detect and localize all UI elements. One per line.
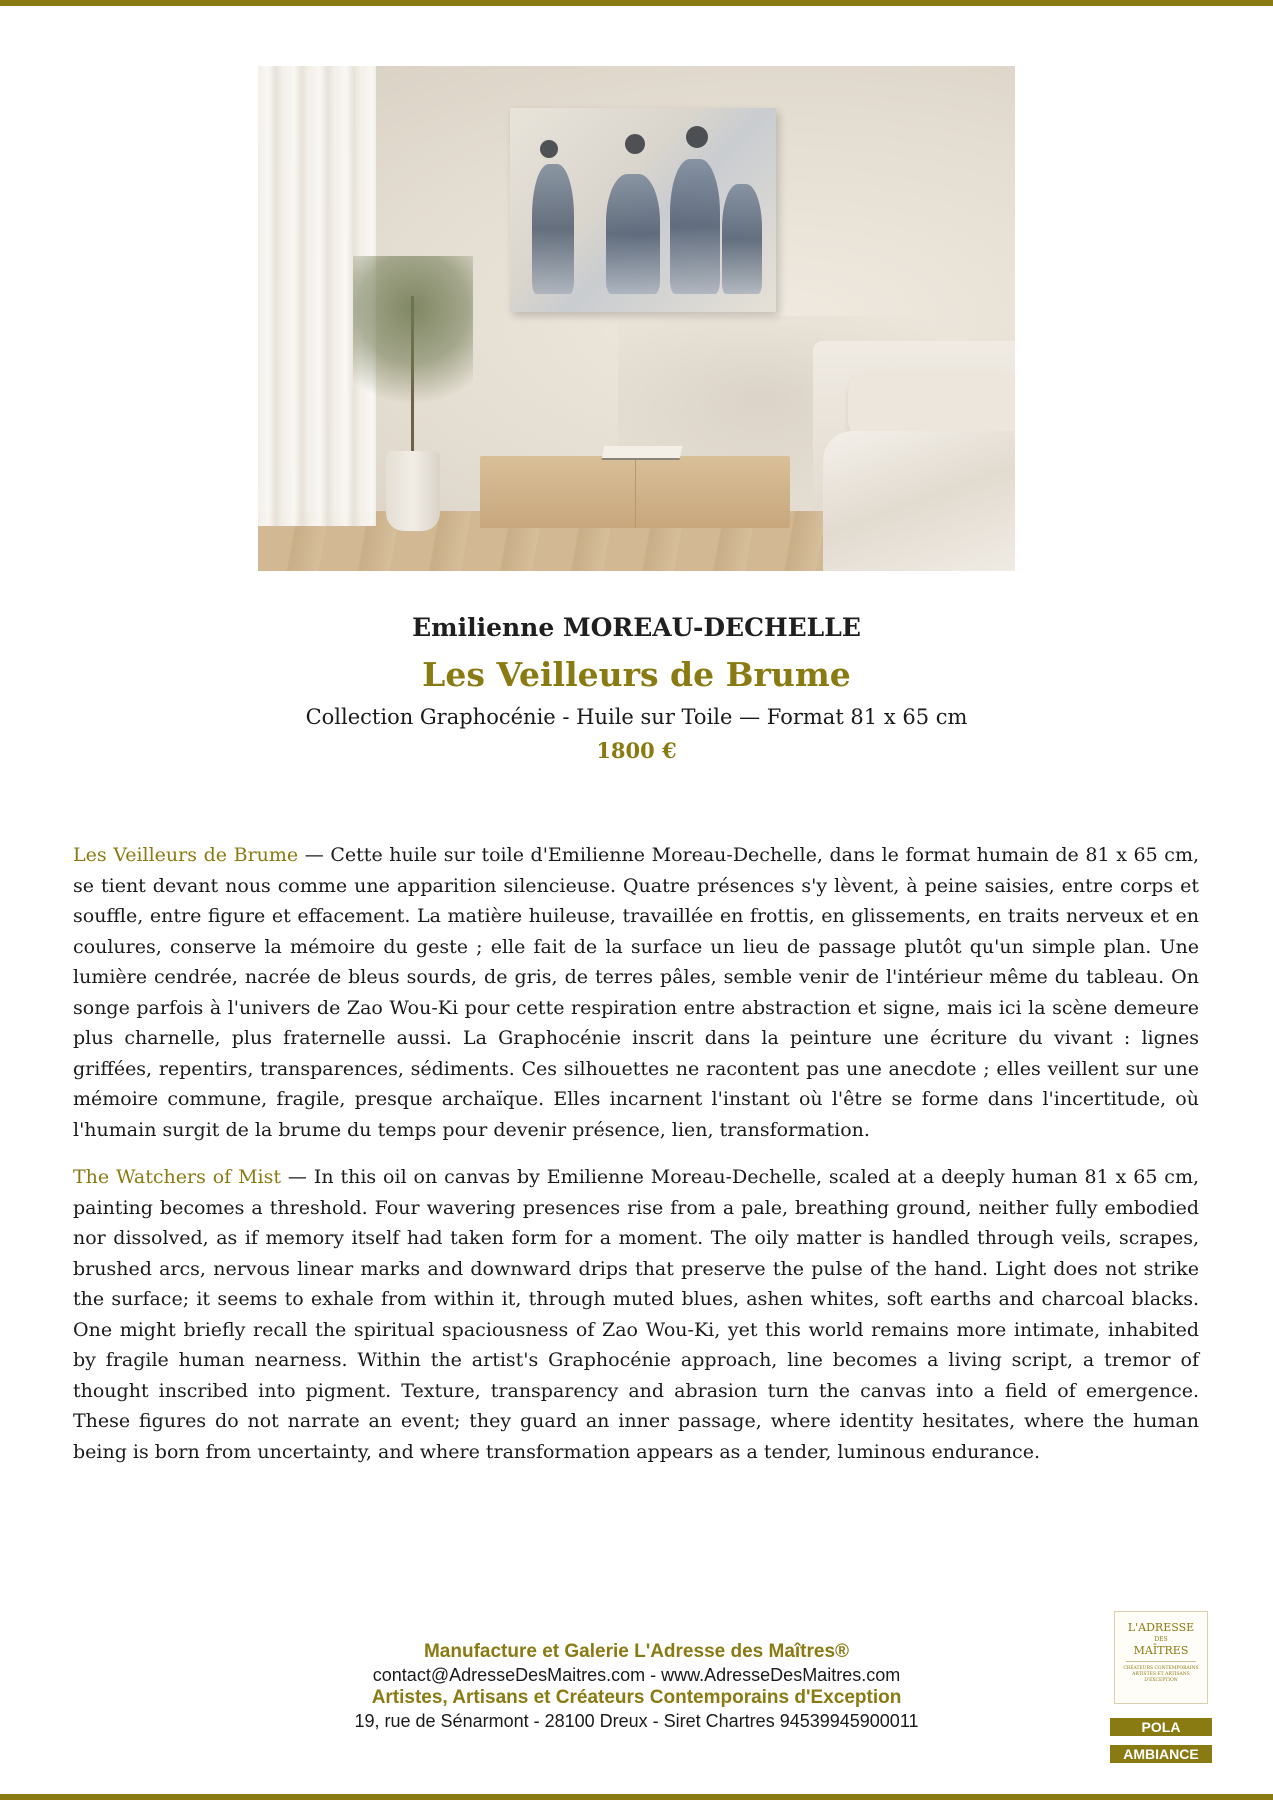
description-en-lead: The Watchers of Mist	[73, 1166, 282, 1188]
logo-line-4: CRÉATEURS CONTEMPORAINS ARTISTES ET ARTISANS D'EXCEPTION	[1123, 1666, 1199, 1683]
footer-address: 19, rue de Sénarmont - 28100 Dreux - Siret Chartres 94539945900011	[354, 1711, 919, 1731]
photo-bench	[480, 456, 790, 528]
painting-figure	[670, 159, 720, 294]
artwork-price: 1800 €	[596, 738, 677, 763]
footer-tagline: Artistes, Artisans et Créateurs Contemporains d'Exception	[371, 1687, 902, 1708]
painting-figure	[606, 174, 660, 294]
painting-figure	[532, 164, 574, 294]
footer-gallery-name: Manufacture et Galerie L'Adresse des Maîtres®	[423, 1641, 850, 1662]
artist-name: Emilienne MOREAU-DECHELLE	[412, 613, 861, 642]
painting-head	[540, 140, 558, 158]
painting-figure	[722, 184, 762, 294]
top-accent-bar	[0, 0, 1273, 6]
description-fr-lead: Les Veilleurs de Brume	[73, 844, 299, 866]
logo-line-2: DES	[1154, 1636, 1168, 1643]
photo-open-book	[602, 446, 683, 460]
artwork-title: Les Veilleurs de Brume	[422, 655, 851, 694]
painting-head	[686, 126, 708, 148]
description-en-text: — In this oil on canvas by Emilienne Moreau-Dechelle, scaled at a deeply human 81 x 65 cm, painting becomes a threshold. Four wavering presences rise from a pale, breathing ground, neither fully embodied nor dissolved, as if memory itself had taken form for a moment. The oily matter is handled through veils, scrapes, brushed arcs, nervous linear marks and downward drips that preserve the pulse of the hand. Light does not strike the surface; it seems to exhale from within it, through muted blues, ashen whites, soft earths and charcoal blacks. One might briefly recall the spiritual spaciousness of Zao Wou-Ki, yet this world remains more intimate, inhabited by fragile human nearness. Within the artist's Graphocénie approach, line becomes a living script, a tremor of thought inscribed into pigment. Texture, transparency and abrasion turn the canvas into a field of emergence. These figures do not narrate an event; they guard an inner passage, where identity hesitates, where the human being is born from uncertainty, and where transformation appears as a tender, luminous endurance.	[73, 1166, 1199, 1463]
photo-painting	[510, 108, 776, 312]
artwork-subtitle: Collection Graphocénie - Huile sur Toile — Format 81 x 65 cm	[305, 705, 968, 729]
logo-line-3: MAÎTRES	[1133, 1644, 1189, 1657]
gallery-logo	[1114, 1611, 1208, 1704]
tag-pola: POLA	[1110, 1718, 1212, 1736]
tag-ambiance: AMBIANCE	[1110, 1745, 1212, 1763]
footer-contact: contact@AdresseDesMaitres.com - www.AdresseDesMaitres.com	[372, 1665, 901, 1685]
logo-divider	[1126, 1661, 1196, 1662]
logo-line-1: L'ADRESSE	[1127, 1621, 1195, 1634]
photo-plant-pot	[386, 451, 440, 531]
photo-bed	[813, 341, 1015, 571]
artwork-room-photo	[258, 66, 1015, 571]
photo-plant-foliage	[353, 256, 473, 431]
description-fr-text: — Cette huile sur toile d'Emilienne Moreau-Dechelle, dans le format humain de 81 x 65 cm, se tient devant nous comme une apparition silencieuse. Quatre présences s'y lèvent, à peine saisies, entre corps et souffle, entre figure et effacement. La matière huileuse, travaillée en frottis, en glissements, en traits nerveux et en coulures, conserve la mémoire du geste ; elle fait de la surface un lieu de passage plutôt qu'un simple plan. Une lumière cendrée, nacrée de bleus sourds, de gris, de terres pâles, semble venir de l'intérieur même du tableau. On songe parfois à l'univers de Zao Wou-Ki pour cette respiration entre abstraction et signe, mais ici la scène demeure plus charnelle, plus fraternelle aussi. La Graphocénie inscrit dans la peinture une écriture du vivant : lignes griffées, repentirs, transparences, sédiments. Ces silhouettes ne racontent pas une anecdote ; elles veillent sur une mémoire commune, fragile, presque archaïque. Elles incarnent l'instant où l'être se forme dans l'incertitude, où l'humain surgit de la brume du temps pour devenir présence, lien, transformation.	[73, 844, 1199, 1141]
painting-head	[625, 134, 645, 154]
footer	[0, 1640, 1273, 1732]
description-en	[73, 1162, 1199, 1467]
description-body	[73, 840, 1199, 1484]
photo-bed-sheet	[823, 431, 1015, 571]
description-fr	[73, 840, 1199, 1145]
bottom-accent-bar	[0, 1794, 1273, 1800]
